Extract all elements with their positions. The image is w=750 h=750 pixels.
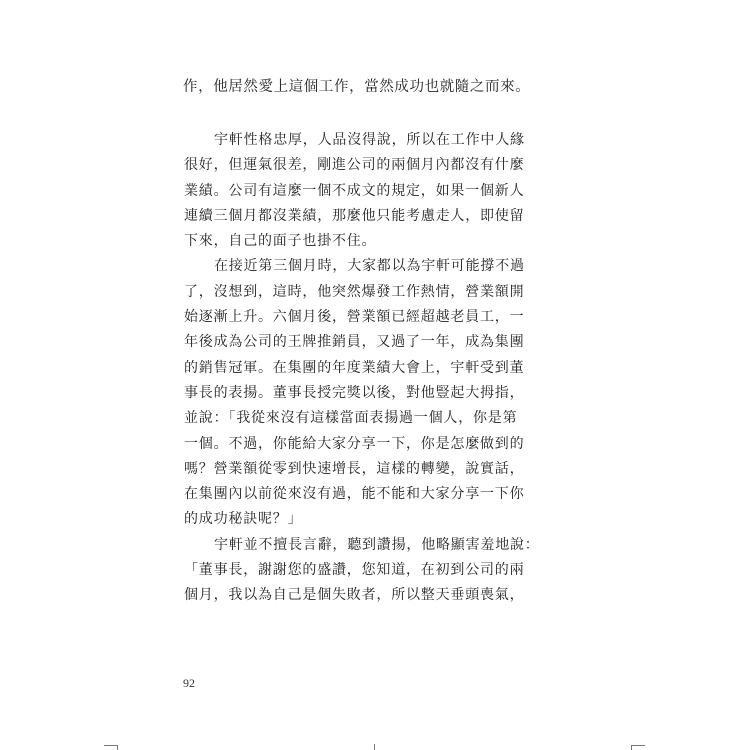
paragraph-1: [184, 128, 560, 254]
text-line: 「董事長，謝謝您的盛讚，您知道，在初到公司的兩: [184, 562, 525, 579]
text-line: 了，沒想到，這時，他突然爆發工作熱情，營業額開: [184, 283, 525, 300]
text-line: 在集團內以前從來沒有過，能不能和大家分享一下你: [184, 486, 525, 503]
text-line: 個月，我以為自己是個失敗者，所以整天垂頭喪氣，: [184, 587, 525, 604]
text-line: 業績。公司有這麼一個不成文的規定，如果一個新人: [184, 182, 525, 199]
text-line: 很好，但運氣很差，剛進公司的兩個月內都沒有什麼: [184, 157, 525, 174]
text-line: 事長的表揚。董事長授完獎以後，對他豎起大拇指，: [184, 384, 525, 401]
page-number: 92: [183, 676, 195, 690]
text-line: 年後成為公司的王牌推銷員，又過了一年，成為集團: [184, 334, 525, 351]
text-line: 宇軒性格忠厚，人品沒得說，所以在工作中人緣: [214, 132, 525, 148]
crop-mark: [631, 745, 632, 750]
crop-mark: [374, 744, 375, 750]
crop-mark: [104, 745, 118, 746]
text-line: 嗎？營業額從零到快速增長，這樣的轉變，說實話，: [184, 460, 525, 477]
text-line: 的成功秘訣呢？」: [184, 511, 303, 528]
text-line: 連續三個月都沒業績，那麼他只能考慮走人，即使留: [184, 207, 525, 224]
body-text: [184, 128, 560, 609]
text-line: 並說：「我從來沒有這樣當面表揚過一個人，你是第: [184, 410, 518, 427]
continued-sentence: 作，他居然愛上這個工作，當然成功也就隨之而來。: [183, 79, 531, 95]
text-line: 的銷售冠軍。在集團的年度業績大會上，宇軒受到董: [184, 359, 525, 376]
text-line: 始逐漸上升。六個月後，營業額已經超越老員工，一: [184, 309, 525, 326]
text-line: 宇軒並不擅長言辭，聽到讚揚，他略顯害羞地說：: [214, 536, 540, 553]
text-line: 一個。不過，你能給大家分享一下，你是怎麼做到的: [184, 435, 525, 452]
crop-mark: [631, 745, 645, 746]
paragraph-2: [184, 254, 560, 532]
crop-mark: [117, 745, 118, 750]
paragraph-3: [184, 533, 560, 609]
text-line: 在接近第三個月時，大家都以為宇軒可能撐不過: [214, 258, 525, 275]
text-line: 下來，自己的面子也掛不住。: [184, 233, 377, 250]
